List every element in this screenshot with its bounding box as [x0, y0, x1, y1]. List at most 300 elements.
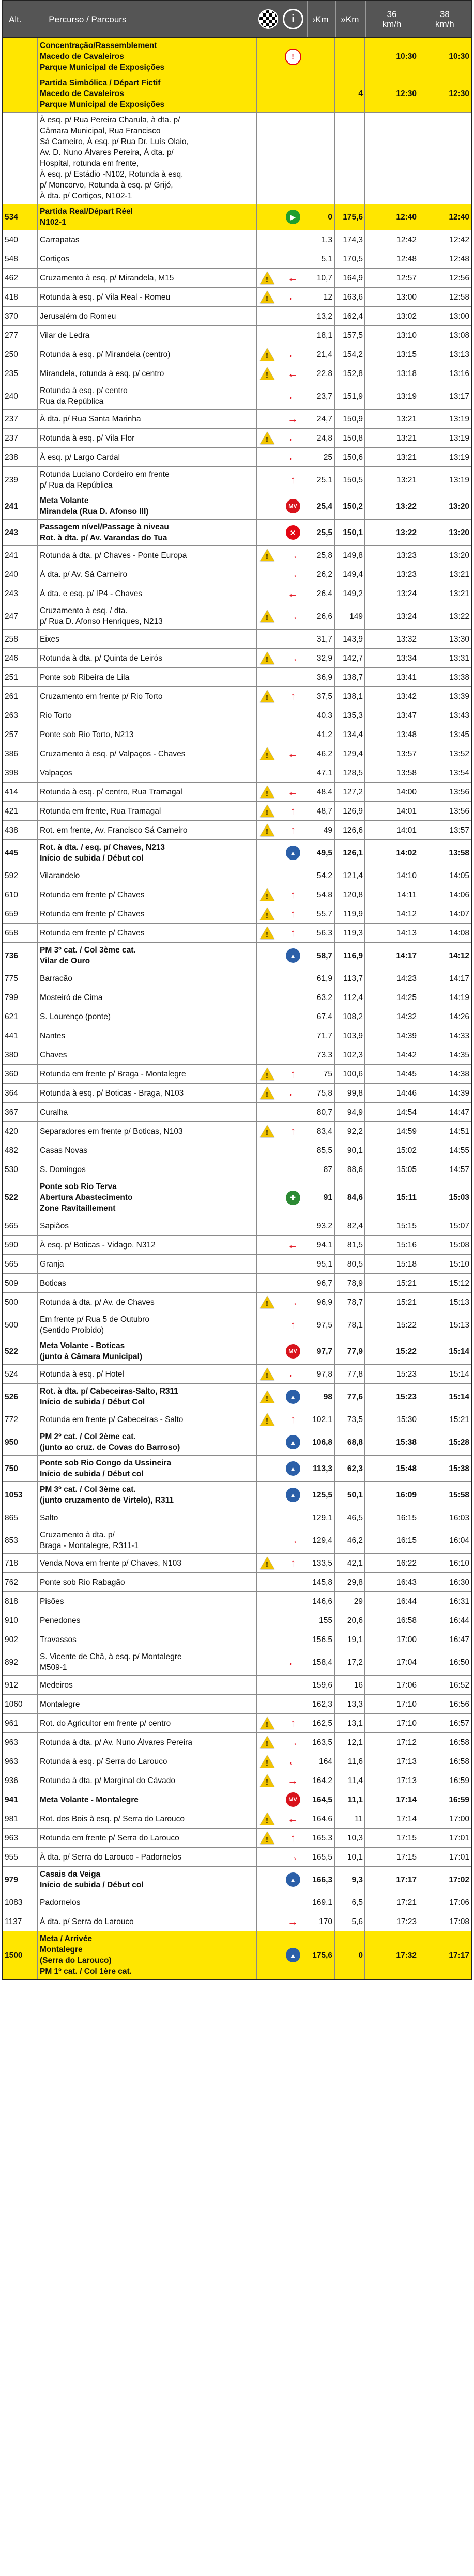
time-38-text: 13:17 — [449, 392, 469, 401]
time-36-text: 15:22 — [396, 1320, 417, 1330]
symbol-cell — [278, 866, 308, 885]
route-description-text: Mosteiró de Cima — [40, 993, 103, 1002]
altitude-text: 902 — [5, 1635, 18, 1644]
km-covered-text: 63,2 — [316, 993, 332, 1002]
time-38-text: 13:00 — [449, 311, 469, 321]
altitude — [3, 1007, 38, 1026]
route-description — [38, 1829, 257, 1847]
km-remaining-text: 10,3 — [347, 1833, 363, 1843]
warning-triangle-icon — [260, 272, 274, 284]
km-covered — [308, 364, 335, 383]
route-description-text: Jerusalém do Romeu — [40, 311, 116, 321]
km-remaining-text: 149 — [349, 612, 363, 621]
time-38 — [419, 1630, 471, 1649]
symbol-cell — [278, 38, 308, 75]
time-38 — [419, 249, 471, 268]
km-covered — [308, 1771, 335, 1790]
route-description — [38, 802, 257, 820]
straight-arrow-icon: ↑ — [290, 908, 296, 920]
time-38-text: 12:56 — [449, 273, 469, 283]
table-row — [3, 1026, 471, 1045]
time-36-text: 17:14 — [396, 1814, 417, 1823]
altitude-text: 420 — [5, 1127, 18, 1136]
warning-cell — [257, 630, 278, 648]
route-description — [38, 1160, 257, 1179]
time-36-text: 16:15 — [396, 1513, 417, 1522]
km-covered-text: 106,8 — [312, 1438, 332, 1447]
km-covered — [308, 1695, 335, 1713]
warning-cell — [257, 725, 278, 744]
km-covered — [308, 1384, 335, 1410]
km-covered-text: 163,5 — [312, 1738, 332, 1747]
table-row — [3, 943, 471, 969]
alert-icon: ! — [285, 49, 301, 65]
altitude-text: 398 — [5, 768, 18, 777]
route-description — [38, 969, 257, 988]
time-36 — [365, 1274, 419, 1292]
km-covered — [308, 1482, 335, 1508]
altitude — [3, 668, 38, 686]
km-covered — [308, 1508, 335, 1527]
km-covered — [308, 866, 335, 885]
km-covered-text: 97,7 — [316, 1347, 332, 1356]
km-remaining — [335, 1931, 365, 1979]
warning-triangle-icon — [260, 824, 274, 836]
symbol-cell — [278, 1384, 308, 1410]
altitude-text: 658 — [5, 928, 18, 938]
time-38-text: 15:12 — [449, 1278, 469, 1288]
time-38 — [419, 885, 471, 904]
time-38 — [419, 924, 471, 942]
altitude-text: 963 — [5, 1757, 18, 1766]
km-remaining — [335, 1527, 365, 1553]
warning-triangle-icon — [260, 1368, 274, 1380]
time-36-text: 17:10 — [396, 1719, 417, 1728]
warning-triangle-icon — [260, 1774, 274, 1787]
km-covered-text: 5,1 — [321, 254, 332, 263]
time-36 — [365, 603, 419, 629]
table-row — [3, 1160, 471, 1179]
route-description-text: Rotunda em frente p/ Chaves — [40, 928, 145, 938]
symbol-cell — [278, 1045, 308, 1064]
table-row — [3, 821, 471, 840]
km-covered-text: 164,2 — [312, 1776, 332, 1785]
km-covered — [308, 1338, 335, 1364]
time-36 — [365, 1893, 419, 1912]
altitude-text: 509 — [5, 1278, 18, 1288]
km-covered — [308, 1456, 335, 1481]
symbol-cell — [278, 1026, 308, 1045]
time-38 — [419, 383, 471, 409]
km-covered — [308, 288, 335, 306]
altitude-text: 438 — [5, 825, 18, 835]
km-remaining-text: 78,1 — [347, 1320, 363, 1330]
time-38-text: 14:06 — [449, 890, 469, 899]
time-38 — [419, 1912, 471, 1931]
warning-cell — [257, 1160, 278, 1179]
symbol-cell — [278, 1312, 308, 1338]
time-38 — [419, 943, 471, 969]
table-row — [3, 584, 471, 603]
time-38 — [419, 288, 471, 306]
altitude-text: 718 — [5, 1558, 18, 1568]
table-row — [3, 668, 471, 687]
km-remaining — [335, 744, 365, 763]
time-38 — [419, 1007, 471, 1026]
time-38 — [419, 1122, 471, 1141]
warning-cell — [257, 1573, 278, 1591]
km-remaining-text: 84,6 — [347, 1193, 363, 1202]
left-arrow-icon: ← — [287, 1239, 298, 1251]
altitude-text: 979 — [5, 1875, 18, 1884]
time-38 — [419, 1695, 471, 1713]
warning-triangle-icon — [260, 888, 274, 901]
time-36-text: 13:19 — [396, 392, 417, 401]
warning-cell — [257, 1676, 278, 1694]
time-38 — [419, 969, 471, 988]
altitude-text: 240 — [5, 570, 18, 579]
time-38-text: 15:10 — [449, 1259, 469, 1269]
time-38 — [419, 603, 471, 629]
km-covered-text: 175,6 — [312, 1950, 332, 1960]
time-36 — [365, 307, 419, 325]
km-remaining-text: 11,1 — [347, 1795, 363, 1804]
altitude-text: 955 — [5, 1852, 18, 1862]
symbol-cell — [278, 840, 308, 866]
time-36-text: 15:38 — [396, 1438, 417, 1447]
altitude-text: 364 — [5, 1088, 18, 1098]
straight-arrow-icon: ↑ — [290, 1557, 296, 1569]
time-36 — [365, 866, 419, 885]
symbol-cell — [278, 249, 308, 268]
time-36 — [365, 1482, 419, 1508]
symbol-cell — [278, 1829, 308, 1847]
km-remaining-text: 126,9 — [343, 806, 363, 816]
right-arrow-icon: → — [287, 413, 298, 425]
time-36 — [365, 821, 419, 839]
time-38 — [419, 866, 471, 885]
time-36 — [365, 763, 419, 782]
table-row — [3, 249, 471, 269]
km-remaining — [335, 802, 365, 820]
time-36 — [365, 687, 419, 706]
table-row — [3, 565, 471, 584]
route-description — [38, 1912, 257, 1931]
route-description-text: Rotunda à esq. p/ Vila Flor — [40, 433, 135, 443]
time-38-text: 14:33 — [449, 1031, 469, 1040]
route-description — [38, 1065, 257, 1083]
time-36-text: 15:30 — [396, 1415, 417, 1424]
km-covered-text: 94,1 — [316, 1240, 332, 1250]
time-36-text: 16:44 — [396, 1597, 417, 1606]
time-36 — [365, 1429, 419, 1455]
km-remaining — [335, 1026, 365, 1045]
altitude — [3, 1236, 38, 1254]
straight-arrow-icon: ↑ — [290, 927, 296, 939]
symbol-cell — [278, 603, 308, 629]
altitude-text: 963 — [5, 1738, 18, 1747]
time-36 — [365, 75, 419, 112]
altitude — [3, 448, 38, 466]
km-remaining-text: 142,7 — [343, 653, 363, 663]
time-36 — [365, 924, 419, 942]
time-36 — [365, 204, 419, 230]
table-row — [3, 546, 471, 565]
table-row — [3, 383, 471, 410]
time-38-text: 16:04 — [449, 1536, 469, 1545]
route-description-text: Sapiãos — [40, 1221, 69, 1230]
km-remaining-text: 164,9 — [343, 273, 363, 283]
symbol-cell — [278, 969, 308, 988]
km-remaining-text: 103,9 — [343, 1031, 363, 1040]
altitude-text: 237 — [5, 433, 18, 443]
warning-cell — [257, 364, 278, 383]
altitude-text: 1060 — [5, 1699, 23, 1709]
route-description — [38, 448, 257, 466]
time-38 — [419, 345, 471, 364]
time-38 — [419, 1611, 471, 1630]
time-38 — [419, 668, 471, 686]
route-description-text: Rotunda em frente p/ Cabeceiras - Salto — [40, 1415, 184, 1424]
km-remaining — [335, 885, 365, 904]
altitude-text: 277 — [5, 331, 18, 340]
km-covered — [308, 840, 335, 866]
km-remaining — [335, 988, 365, 1007]
km-remaining — [335, 649, 365, 667]
symbol-cell — [278, 410, 308, 428]
km-covered — [308, 1365, 335, 1383]
route-description-text: Casais da Veiga Início de subida / Début col — [40, 1870, 144, 1890]
time-36-text: 12:42 — [396, 235, 417, 244]
time-38-text: 12:42 — [449, 235, 469, 244]
altitude-text: 950 — [5, 1438, 18, 1447]
km-covered — [308, 1007, 335, 1026]
km-remaining — [335, 1752, 365, 1771]
time-38-text: 17:06 — [449, 1898, 469, 1907]
km-covered-text: 125,5 — [312, 1490, 332, 1500]
altitude — [3, 1216, 38, 1235]
symbol-cell — [278, 1160, 308, 1179]
km-remaining-text: 90,1 — [347, 1146, 363, 1155]
time-38-text: 13:52 — [449, 749, 469, 758]
km-covered-text: 48,7 — [316, 806, 332, 816]
left-arrow-icon: ← — [287, 367, 298, 380]
time-36 — [365, 1312, 419, 1338]
km-covered — [308, 802, 335, 820]
time-38 — [419, 584, 471, 603]
km-remaining-text: 126,1 — [343, 848, 363, 857]
time-36-text: 14:39 — [396, 1031, 417, 1040]
km-covered — [308, 1065, 335, 1083]
symbol-cell — [278, 988, 308, 1007]
km-covered — [308, 1141, 335, 1160]
km-covered-text: 165,5 — [312, 1852, 332, 1862]
km-covered — [308, 1179, 335, 1216]
time-38 — [419, 725, 471, 744]
warning-cell — [257, 649, 278, 667]
km-covered-text: 24,7 — [316, 414, 332, 424]
altitude — [3, 1026, 38, 1045]
time-36 — [365, 1365, 419, 1383]
route-description-text: PM 3º cat. / Col 3ème cat. Vilar de Ouro — [40, 946, 136, 965]
route-description — [38, 885, 257, 904]
altitude-text: 565 — [5, 1259, 18, 1269]
warning-cell — [257, 1026, 278, 1045]
symbol-cell — [278, 1365, 308, 1383]
km-covered — [308, 1809, 335, 1828]
km-covered — [308, 1236, 335, 1254]
altitude — [3, 1809, 38, 1828]
table-row — [3, 1867, 471, 1893]
altitude-text: 237 — [5, 414, 18, 424]
route-description-text: Meta Volante - Boticas (junto à Câmara Municipal) — [40, 1341, 143, 1361]
table-row — [3, 1676, 471, 1695]
time-36 — [365, 649, 419, 667]
route-description — [38, 546, 257, 565]
altitude-text: 1053 — [5, 1490, 23, 1500]
km-covered — [308, 1848, 335, 1866]
route-description-text: Curalha — [40, 1107, 68, 1117]
time-36 — [365, 1790, 419, 1809]
km-remaining-text: 42,1 — [347, 1558, 363, 1568]
altitude — [3, 429, 38, 447]
time-38-text: 14:26 — [449, 1012, 469, 1021]
warning-cell — [257, 1508, 278, 1527]
time-36-text: 14:01 — [396, 825, 417, 835]
symbol-cell — [278, 904, 308, 923]
time-38-text: 14:07 — [449, 909, 469, 918]
time-36-text: 13:57 — [396, 749, 417, 758]
time-36-text: 14:10 — [396, 871, 417, 880]
km-covered — [308, 783, 335, 801]
time-38-text: 16:03 — [449, 1513, 469, 1522]
time-38 — [419, 1592, 471, 1611]
km-covered — [308, 1274, 335, 1292]
km-remaining — [335, 687, 365, 706]
km-remaining — [335, 1236, 365, 1254]
altitude — [3, 1456, 38, 1481]
time-38 — [419, 269, 471, 287]
km-covered-text: 91 — [323, 1193, 332, 1202]
route-description-text: Cruzamento à esq. p/ Valpaços - Chaves — [40, 749, 186, 758]
table-row — [3, 1611, 471, 1630]
table-row — [3, 1554, 471, 1573]
time-36-text: 13:23 — [396, 570, 417, 579]
warning-cell — [257, 410, 278, 428]
altitude — [3, 924, 38, 942]
time-36 — [365, 1410, 419, 1429]
km-remaining-text: 154,2 — [343, 350, 363, 359]
km-covered — [308, 1867, 335, 1893]
time-36-text: 15:05 — [396, 1165, 417, 1174]
route-description — [38, 383, 257, 409]
time-36 — [365, 802, 419, 820]
route-description-text: S. Vicente de Chã, à esq. p/ Montalegre M509-1 — [40, 1652, 182, 1672]
table-row — [3, 783, 471, 802]
time-36 — [365, 943, 419, 969]
km-covered — [308, 668, 335, 686]
route-description-text: Rotunda Luciano Cordeiro em frente p/ Rua da República — [40, 470, 170, 490]
km-remaining-text: 17,2 — [347, 1658, 363, 1667]
altitude — [3, 866, 38, 885]
km-covered — [308, 1429, 335, 1455]
route-description — [38, 565, 257, 584]
time-36-text: 15:23 — [396, 1369, 417, 1379]
warning-cell — [257, 230, 278, 249]
table-row — [3, 904, 471, 924]
km-covered — [308, 1026, 335, 1045]
time-38-text: 12:30 — [449, 89, 469, 98]
symbol-cell — [278, 448, 308, 466]
header-alt: Alt. — [3, 1, 42, 37]
time-36-text: 13:21 — [396, 452, 417, 462]
time-38 — [419, 1829, 471, 1847]
route-description-text: Em frente p/ Rua 5 de Outubro (Sentido Proibido) — [40, 1315, 149, 1335]
route-description — [38, 249, 257, 268]
altitude-text: 360 — [5, 1069, 18, 1079]
right-arrow-icon: → — [287, 1736, 298, 1748]
time-36-text: 16:22 — [396, 1558, 417, 1568]
time-38 — [419, 1771, 471, 1790]
symbol-cell — [278, 763, 308, 782]
km-covered — [308, 565, 335, 584]
warning-cell — [257, 924, 278, 942]
table-row — [3, 364, 471, 383]
symbol-cell — [278, 649, 308, 667]
km-remaining-text: 46,2 — [347, 1536, 363, 1545]
km-remaining — [335, 1554, 365, 1572]
time-36 — [365, 1829, 419, 1847]
left-arrow-icon: ← — [287, 1087, 298, 1099]
km-remaining — [335, 1809, 365, 1828]
km-remaining-text: 174,3 — [343, 235, 363, 244]
symbol-cell — [278, 1931, 308, 1979]
altitude-text: 772 — [5, 1415, 18, 1424]
time-36 — [365, 1752, 419, 1771]
km-covered-text: 155 — [319, 1616, 332, 1625]
km-remaining-text: 162,4 — [343, 311, 363, 321]
altitude-text: 263 — [5, 711, 18, 720]
route-description — [38, 1456, 257, 1481]
route-description-text: À esq. p/ Boticas - Vidago, N312 — [40, 1240, 156, 1250]
route-description — [38, 1084, 257, 1102]
km-remaining-text: 157,5 — [343, 331, 363, 340]
km-remaining — [335, 546, 365, 565]
altitude-text: 912 — [5, 1680, 18, 1690]
km-remaining — [335, 1456, 365, 1481]
km-remaining — [335, 1179, 365, 1216]
km-covered-text: 49,5 — [316, 848, 332, 857]
route-description-text: À dta. p/ Serra do Larouco — [40, 1917, 134, 1926]
time-38-text: 13:08 — [449, 331, 469, 340]
route-description — [38, 1714, 257, 1732]
km-covered-text: 85,5 — [316, 1146, 332, 1155]
km-covered — [308, 1790, 335, 1809]
km-remaining — [335, 1065, 365, 1083]
time-36-text: 14:59 — [396, 1127, 417, 1136]
km-remaining — [335, 1592, 365, 1611]
time-38-text: 13:58 — [449, 848, 469, 857]
symbol-cell — [278, 493, 308, 519]
time-38 — [419, 1045, 471, 1064]
time-36-text: 14:13 — [396, 928, 417, 938]
route-description — [38, 1255, 257, 1273]
altitude — [3, 1912, 38, 1931]
km-covered — [308, 1752, 335, 1771]
time-38-text: 15:14 — [449, 1369, 469, 1379]
speed-36-value: 36 — [387, 9, 397, 19]
route-description-text: Padornelos — [40, 1898, 81, 1907]
